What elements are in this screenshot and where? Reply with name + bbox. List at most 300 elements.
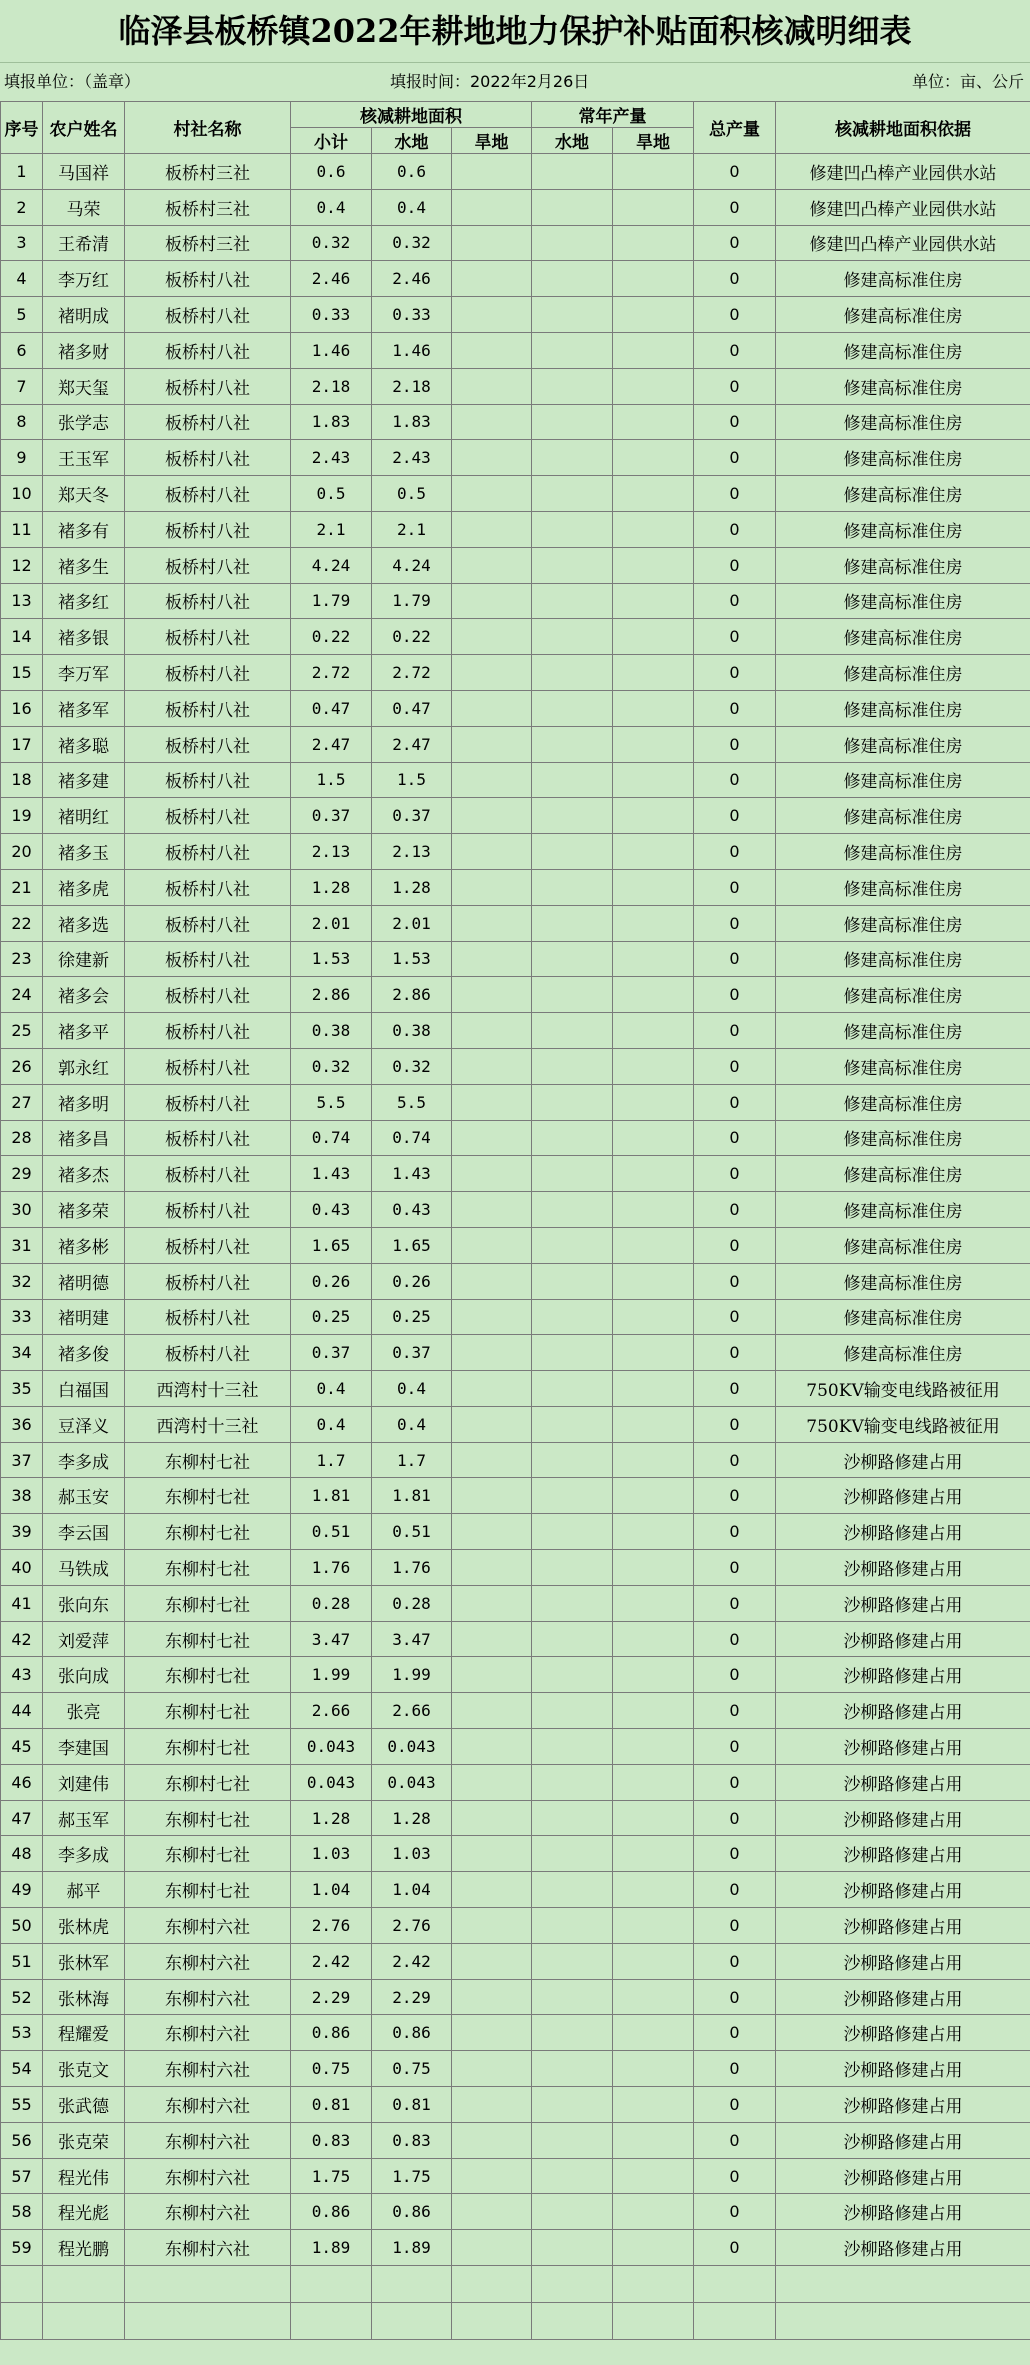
row-basis-cell[interactable]: 修建高标准住房	[776, 690, 1030, 726]
row-output-dry-cell[interactable]	[613, 869, 694, 905]
row-subtotal-cell[interactable]: 2.43	[291, 440, 372, 476]
row-irrigated-cell[interactable]: 0.22	[372, 619, 452, 655]
row-irrigated-cell[interactable]: 1.65	[372, 1227, 452, 1263]
row-total-output-cell[interactable]: 0	[694, 619, 776, 655]
row-farmer-name-cell[interactable]: 褚多军	[43, 690, 125, 726]
row-total-output-cell[interactable]: 0	[694, 1585, 776, 1621]
row-output-dry-cell[interactable]	[613, 1013, 694, 1049]
row-irrigated-cell[interactable]: 0.32	[372, 225, 452, 261]
row-irrigated-cell[interactable]: 0.33	[372, 297, 452, 333]
row-dry-cell[interactable]	[452, 1084, 532, 1120]
row-output-dry-cell[interactable]	[613, 440, 694, 476]
row-output-dry-cell[interactable]	[613, 1048, 694, 1084]
row-total-output-cell[interactable]: 0	[694, 1621, 776, 1657]
row-farmer-name-cell[interactable]: 郝玉军	[43, 1800, 125, 1836]
row-subtotal-cell[interactable]: 0.4	[291, 1406, 372, 1442]
row-subtotal-cell[interactable]: 0.6	[291, 154, 372, 190]
row-seq-cell[interactable]: 50	[1, 1908, 43, 1944]
row-dry-cell[interactable]	[452, 2158, 532, 2194]
row-basis-cell[interactable]: 修建高标准住房	[776, 834, 1030, 870]
row-output-irrigated-cell[interactable]	[532, 1693, 613, 1729]
row-total-output-cell[interactable]: 0	[694, 690, 776, 726]
row-irrigated-cell[interactable]: 0.5	[372, 476, 452, 512]
row-output-irrigated-cell[interactable]	[532, 1550, 613, 1586]
row-total-output-cell[interactable]: 0	[694, 1442, 776, 1478]
empty-cell[interactable]	[532, 2303, 613, 2340]
row-dry-cell[interactable]	[452, 1872, 532, 1908]
row-total-output-cell[interactable]: 0	[694, 2230, 776, 2266]
row-subtotal-cell[interactable]: 1.5	[291, 762, 372, 798]
row-irrigated-cell[interactable]: 1.79	[372, 583, 452, 619]
row-irrigated-cell[interactable]: 0.043	[372, 1729, 452, 1765]
row-seq-cell[interactable]: 30	[1, 1192, 43, 1228]
row-village-cell[interactable]: 板桥村三社	[125, 189, 291, 225]
row-dry-cell[interactable]	[452, 2194, 532, 2230]
row-output-dry-cell[interactable]	[613, 1621, 694, 1657]
empty-cell[interactable]	[776, 2303, 1030, 2340]
row-village-cell[interactable]: 板桥村八社	[125, 690, 291, 726]
row-village-cell[interactable]: 板桥村八社	[125, 1192, 291, 1228]
row-irrigated-cell[interactable]: 2.18	[372, 368, 452, 404]
row-output-irrigated-cell[interactable]	[532, 1764, 613, 1800]
row-total-output-cell[interactable]: 0	[694, 941, 776, 977]
row-irrigated-cell[interactable]: 2.01	[372, 905, 452, 941]
row-output-dry-cell[interactable]	[613, 1299, 694, 1335]
row-total-output-cell[interactable]: 0	[694, 154, 776, 190]
row-subtotal-cell[interactable]: 0.4	[291, 189, 372, 225]
row-dry-cell[interactable]	[452, 1585, 532, 1621]
row-output-dry-cell[interactable]	[613, 726, 694, 762]
row-subtotal-cell[interactable]: 0.86	[291, 2015, 372, 2051]
row-total-output-cell[interactable]: 0	[694, 798, 776, 834]
row-village-cell[interactable]: 西湾村十三社	[125, 1406, 291, 1442]
row-output-irrigated-cell[interactable]	[532, 583, 613, 619]
row-subtotal-cell[interactable]: 2.42	[291, 1943, 372, 1979]
row-farmer-name-cell[interactable]: 王希清	[43, 225, 125, 261]
row-subtotal-cell[interactable]: 0.75	[291, 2051, 372, 2087]
row-dry-cell[interactable]	[452, 189, 532, 225]
row-basis-cell[interactable]: 沙柳路修建占用	[776, 2122, 1030, 2158]
row-basis-cell[interactable]: 沙柳路修建占用	[776, 1872, 1030, 1908]
row-output-irrigated-cell[interactable]	[532, 1120, 613, 1156]
row-seq-cell[interactable]: 6	[1, 332, 43, 368]
row-output-irrigated-cell[interactable]	[532, 690, 613, 726]
row-seq-cell[interactable]: 56	[1, 2122, 43, 2158]
row-subtotal-cell[interactable]: 0.32	[291, 1048, 372, 1084]
row-dry-cell[interactable]	[452, 476, 532, 512]
row-village-cell[interactable]: 板桥村八社	[125, 762, 291, 798]
row-seq-cell[interactable]: 29	[1, 1156, 43, 1192]
row-output-irrigated-cell[interactable]	[532, 368, 613, 404]
row-irrigated-cell[interactable]: 5.5	[372, 1084, 452, 1120]
row-subtotal-cell[interactable]: 1.81	[291, 1478, 372, 1514]
row-output-irrigated-cell[interactable]	[532, 834, 613, 870]
row-village-cell[interactable]: 板桥村八社	[125, 440, 291, 476]
row-output-dry-cell[interactable]	[613, 941, 694, 977]
row-output-dry-cell[interactable]	[613, 1406, 694, 1442]
row-farmer-name-cell[interactable]: 李建国	[43, 1729, 125, 1765]
row-subtotal-cell[interactable]: 0.43	[291, 1192, 372, 1228]
row-dry-cell[interactable]	[452, 726, 532, 762]
row-seq-cell[interactable]: 39	[1, 1514, 43, 1550]
row-seq-cell[interactable]: 10	[1, 476, 43, 512]
empty-cell[interactable]	[1, 2266, 43, 2303]
row-seq-cell[interactable]: 43	[1, 1657, 43, 1693]
row-output-dry-cell[interactable]	[613, 154, 694, 190]
row-output-dry-cell[interactable]	[613, 798, 694, 834]
row-subtotal-cell[interactable]: 0.22	[291, 619, 372, 655]
row-irrigated-cell[interactable]: 0.043	[372, 1764, 452, 1800]
row-dry-cell[interactable]	[452, 1013, 532, 1049]
row-basis-cell[interactable]: 修建高标准住房	[776, 368, 1030, 404]
row-total-output-cell[interactable]: 0	[694, 869, 776, 905]
row-subtotal-cell[interactable]: 0.38	[291, 1013, 372, 1049]
row-village-cell[interactable]: 东柳村六社	[125, 2230, 291, 2266]
row-basis-cell[interactable]: 沙柳路修建占用	[776, 1478, 1030, 1514]
row-seq-cell[interactable]: 25	[1, 1013, 43, 1049]
row-irrigated-cell[interactable]: 3.47	[372, 1621, 452, 1657]
row-output-dry-cell[interactable]	[613, 2194, 694, 2230]
row-irrigated-cell[interactable]: 1.53	[372, 941, 452, 977]
row-subtotal-cell[interactable]: 2.1	[291, 511, 372, 547]
row-farmer-name-cell[interactable]: 褚多明	[43, 1084, 125, 1120]
row-total-output-cell[interactable]: 0	[694, 1550, 776, 1586]
row-irrigated-cell[interactable]: 2.86	[372, 977, 452, 1013]
row-farmer-name-cell[interactable]: 张林军	[43, 1943, 125, 1979]
row-dry-cell[interactable]	[452, 2230, 532, 2266]
row-total-output-cell[interactable]: 0	[694, 1693, 776, 1729]
row-basis-cell[interactable]: 沙柳路修建占用	[776, 2194, 1030, 2230]
row-village-cell[interactable]: 板桥村八社	[125, 1048, 291, 1084]
row-output-dry-cell[interactable]	[613, 2230, 694, 2266]
row-basis-cell[interactable]: 修建高标准住房	[776, 476, 1030, 512]
row-irrigated-cell[interactable]: 1.28	[372, 1800, 452, 1836]
row-seq-cell[interactable]: 46	[1, 1764, 43, 1800]
row-village-cell[interactable]: 板桥村八社	[125, 583, 291, 619]
row-village-cell[interactable]: 东柳村七社	[125, 1657, 291, 1693]
row-village-cell[interactable]: 板桥村八社	[125, 977, 291, 1013]
row-irrigated-cell[interactable]: 0.4	[372, 1371, 452, 1407]
row-farmer-name-cell[interactable]: 张武德	[43, 2087, 125, 2123]
row-subtotal-cell[interactable]: 2.29	[291, 1979, 372, 2015]
row-seq-cell[interactable]: 15	[1, 655, 43, 691]
row-output-dry-cell[interactable]	[613, 1550, 694, 1586]
row-farmer-name-cell[interactable]: 刘建伟	[43, 1764, 125, 1800]
row-basis-cell[interactable]: 修建高标准住房	[776, 1263, 1030, 1299]
row-basis-cell[interactable]: 修建高标准住房	[776, 798, 1030, 834]
row-subtotal-cell[interactable]: 1.28	[291, 869, 372, 905]
row-output-dry-cell[interactable]	[613, 1227, 694, 1263]
row-output-dry-cell[interactable]	[613, 2015, 694, 2051]
row-output-irrigated-cell[interactable]	[532, 655, 613, 691]
row-basis-cell[interactable]: 修建高标准住房	[776, 1227, 1030, 1263]
row-village-cell[interactable]: 东柳村七社	[125, 1764, 291, 1800]
row-irrigated-cell[interactable]: 1.83	[372, 404, 452, 440]
row-farmer-name-cell[interactable]: 褚多银	[43, 619, 125, 655]
row-output-dry-cell[interactable]	[613, 977, 694, 1013]
row-basis-cell[interactable]: 沙柳路修建占用	[776, 1800, 1030, 1836]
row-basis-cell[interactable]: 修建高标准住房	[776, 905, 1030, 941]
row-subtotal-cell[interactable]: 5.5	[291, 1084, 372, 1120]
row-subtotal-cell[interactable]: 2.46	[291, 261, 372, 297]
row-output-irrigated-cell[interactable]	[532, 2015, 613, 2051]
row-output-irrigated-cell[interactable]	[532, 1514, 613, 1550]
row-farmer-name-cell[interactable]: 褚多荣	[43, 1192, 125, 1228]
row-village-cell[interactable]: 东柳村六社	[125, 2194, 291, 2230]
row-subtotal-cell[interactable]: 0.5	[291, 476, 372, 512]
row-seq-cell[interactable]: 42	[1, 1621, 43, 1657]
row-output-irrigated-cell[interactable]	[532, 1406, 613, 1442]
row-basis-cell[interactable]: 沙柳路修建占用	[776, 1908, 1030, 1944]
row-subtotal-cell[interactable]: 0.47	[291, 690, 372, 726]
row-dry-cell[interactable]	[452, 2087, 532, 2123]
row-farmer-name-cell[interactable]: 张林虎	[43, 1908, 125, 1944]
row-basis-cell[interactable]: 750KV输变电线路被征用	[776, 1406, 1030, 1442]
row-village-cell[interactable]: 板桥村三社	[125, 154, 291, 190]
row-dry-cell[interactable]	[452, 1371, 532, 1407]
row-dry-cell[interactable]	[452, 834, 532, 870]
row-total-output-cell[interactable]: 0	[694, 2194, 776, 2230]
row-output-irrigated-cell[interactable]	[532, 1156, 613, 1192]
row-farmer-name-cell[interactable]: 褚多会	[43, 977, 125, 1013]
row-output-dry-cell[interactable]	[613, 1514, 694, 1550]
row-village-cell[interactable]: 板桥村八社	[125, 726, 291, 762]
empty-cell[interactable]	[613, 2266, 694, 2303]
row-village-cell[interactable]: 板桥村八社	[125, 619, 291, 655]
row-village-cell[interactable]: 板桥村八社	[125, 1299, 291, 1335]
row-seq-cell[interactable]: 37	[1, 1442, 43, 1478]
row-seq-cell[interactable]: 41	[1, 1585, 43, 1621]
row-total-output-cell[interactable]: 0	[694, 977, 776, 1013]
row-basis-cell[interactable]: 修建高标准住房	[776, 619, 1030, 655]
row-basis-cell[interactable]: 沙柳路修建占用	[776, 2051, 1030, 2087]
row-output-irrigated-cell[interactable]	[532, 977, 613, 1013]
row-output-dry-cell[interactable]	[613, 1335, 694, 1371]
row-farmer-name-cell[interactable]: 王玉军	[43, 440, 125, 476]
row-total-output-cell[interactable]: 0	[694, 1335, 776, 1371]
row-subtotal-cell[interactable]: 2.86	[291, 977, 372, 1013]
row-basis-cell[interactable]: 修建高标准住房	[776, 977, 1030, 1013]
row-output-irrigated-cell[interactable]	[532, 1048, 613, 1084]
row-irrigated-cell[interactable]: 0.28	[372, 1585, 452, 1621]
row-farmer-name-cell[interactable]: 褚多玉	[43, 834, 125, 870]
row-total-output-cell[interactable]: 0	[694, 1371, 776, 1407]
row-seq-cell[interactable]: 40	[1, 1550, 43, 1586]
row-farmer-name-cell[interactable]: 马铁成	[43, 1550, 125, 1586]
row-dry-cell[interactable]	[452, 798, 532, 834]
row-village-cell[interactable]: 东柳村六社	[125, 2122, 291, 2158]
row-output-dry-cell[interactable]	[613, 1657, 694, 1693]
row-basis-cell[interactable]: 修建高标准住房	[776, 762, 1030, 798]
row-irrigated-cell[interactable]: 0.4	[372, 189, 452, 225]
row-dry-cell[interactable]	[452, 869, 532, 905]
row-total-output-cell[interactable]: 0	[694, 511, 776, 547]
row-village-cell[interactable]: 板桥村八社	[125, 547, 291, 583]
row-village-cell[interactable]: 东柳村六社	[125, 2015, 291, 2051]
row-subtotal-cell[interactable]: 1.46	[291, 332, 372, 368]
row-output-dry-cell[interactable]	[613, 1693, 694, 1729]
row-dry-cell[interactable]	[452, 368, 532, 404]
row-basis-cell[interactable]: 修建高标准住房	[776, 1335, 1030, 1371]
row-seq-cell[interactable]: 51	[1, 1943, 43, 1979]
row-dry-cell[interactable]	[452, 1156, 532, 1192]
row-output-irrigated-cell[interactable]	[532, 1371, 613, 1407]
row-farmer-name-cell[interactable]: 刘爱萍	[43, 1621, 125, 1657]
row-output-irrigated-cell[interactable]	[532, 2194, 613, 2230]
row-total-output-cell[interactable]: 0	[694, 297, 776, 333]
row-output-dry-cell[interactable]	[613, 1764, 694, 1800]
row-output-irrigated-cell[interactable]	[532, 905, 613, 941]
row-farmer-name-cell[interactable]: 豆泽义	[43, 1406, 125, 1442]
row-output-dry-cell[interactable]	[613, 1478, 694, 1514]
row-farmer-name-cell[interactable]: 褚多杰	[43, 1156, 125, 1192]
row-irrigated-cell[interactable]: 1.75	[372, 2158, 452, 2194]
row-subtotal-cell[interactable]: 0.32	[291, 225, 372, 261]
row-total-output-cell[interactable]: 0	[694, 1192, 776, 1228]
row-basis-cell[interactable]: 沙柳路修建占用	[776, 1442, 1030, 1478]
row-village-cell[interactable]: 板桥村八社	[125, 1156, 291, 1192]
row-seq-cell[interactable]: 19	[1, 798, 43, 834]
row-farmer-name-cell[interactable]: 张亮	[43, 1693, 125, 1729]
row-irrigated-cell[interactable]: 1.99	[372, 1657, 452, 1693]
row-farmer-name-cell[interactable]: 褚多有	[43, 511, 125, 547]
row-total-output-cell[interactable]: 0	[694, 440, 776, 476]
row-village-cell[interactable]: 东柳村六社	[125, 1979, 291, 2015]
row-seq-cell[interactable]: 54	[1, 2051, 43, 2087]
row-subtotal-cell[interactable]: 1.65	[291, 1227, 372, 1263]
row-dry-cell[interactable]	[452, 1979, 532, 2015]
row-basis-cell[interactable]: 沙柳路修建占用	[776, 2015, 1030, 2051]
row-output-dry-cell[interactable]	[613, 1371, 694, 1407]
row-farmer-name-cell[interactable]: 张克文	[43, 2051, 125, 2087]
row-subtotal-cell[interactable]: 0.81	[291, 2087, 372, 2123]
row-output-dry-cell[interactable]	[613, 368, 694, 404]
row-output-dry-cell[interactable]	[613, 1156, 694, 1192]
row-farmer-name-cell[interactable]: 褚多选	[43, 905, 125, 941]
row-seq-cell[interactable]: 58	[1, 2194, 43, 2230]
row-basis-cell[interactable]: 沙柳路修建占用	[776, 2158, 1030, 2194]
row-basis-cell[interactable]: 修建高标准住房	[776, 261, 1030, 297]
row-farmer-name-cell[interactable]: 李多成	[43, 1836, 125, 1872]
row-village-cell[interactable]: 东柳村七社	[125, 1836, 291, 1872]
row-seq-cell[interactable]: 3	[1, 225, 43, 261]
row-dry-cell[interactable]	[452, 1550, 532, 1586]
row-farmer-name-cell[interactable]: 郝玉安	[43, 1478, 125, 1514]
row-dry-cell[interactable]	[452, 261, 532, 297]
row-output-dry-cell[interactable]	[613, 1263, 694, 1299]
row-dry-cell[interactable]	[452, 619, 532, 655]
row-seq-cell[interactable]: 59	[1, 2230, 43, 2266]
row-irrigated-cell[interactable]: 2.43	[372, 440, 452, 476]
row-total-output-cell[interactable]: 0	[694, 834, 776, 870]
row-basis-cell[interactable]: 沙柳路修建占用	[776, 1979, 1030, 2015]
row-seq-cell[interactable]: 26	[1, 1048, 43, 1084]
empty-cell[interactable]	[532, 2266, 613, 2303]
row-seq-cell[interactable]: 49	[1, 1872, 43, 1908]
row-basis-cell[interactable]: 修建高标准住房	[776, 583, 1030, 619]
row-farmer-name-cell[interactable]: 张克荣	[43, 2122, 125, 2158]
row-dry-cell[interactable]	[452, 1442, 532, 1478]
row-irrigated-cell[interactable]: 1.03	[372, 1836, 452, 1872]
row-output-irrigated-cell[interactable]	[532, 440, 613, 476]
row-output-irrigated-cell[interactable]	[532, 547, 613, 583]
row-seq-cell[interactable]: 55	[1, 2087, 43, 2123]
row-output-irrigated-cell[interactable]	[532, 511, 613, 547]
row-farmer-name-cell[interactable]: 张学志	[43, 404, 125, 440]
row-subtotal-cell[interactable]: 3.47	[291, 1621, 372, 1657]
row-seq-cell[interactable]: 31	[1, 1227, 43, 1263]
row-output-irrigated-cell[interactable]	[532, 726, 613, 762]
row-total-output-cell[interactable]: 0	[694, 476, 776, 512]
row-dry-cell[interactable]	[452, 1693, 532, 1729]
row-seq-cell[interactable]: 1	[1, 154, 43, 190]
row-seq-cell[interactable]: 14	[1, 619, 43, 655]
row-total-output-cell[interactable]: 0	[694, 261, 776, 297]
row-dry-cell[interactable]	[452, 511, 532, 547]
row-dry-cell[interactable]	[452, 1514, 532, 1550]
row-output-irrigated-cell[interactable]	[532, 189, 613, 225]
row-basis-cell[interactable]: 修建高标准住房	[776, 440, 1030, 476]
row-basis-cell[interactable]: 修建高标准住房	[776, 1084, 1030, 1120]
row-irrigated-cell[interactable]: 0.83	[372, 2122, 452, 2158]
row-village-cell[interactable]: 东柳村七社	[125, 1621, 291, 1657]
row-basis-cell[interactable]: 修建高标准住房	[776, 547, 1030, 583]
row-village-cell[interactable]: 板桥村八社	[125, 1013, 291, 1049]
row-total-output-cell[interactable]: 0	[694, 1048, 776, 1084]
row-basis-cell[interactable]: 沙柳路修建占用	[776, 1514, 1030, 1550]
row-output-dry-cell[interactable]	[613, 690, 694, 726]
row-basis-cell[interactable]: 修建高标准住房	[776, 511, 1030, 547]
row-total-output-cell[interactable]: 0	[694, 2158, 776, 2194]
row-seq-cell[interactable]: 20	[1, 834, 43, 870]
row-total-output-cell[interactable]: 0	[694, 225, 776, 261]
row-irrigated-cell[interactable]: 0.38	[372, 1013, 452, 1049]
row-subtotal-cell[interactable]: 1.79	[291, 583, 372, 619]
row-farmer-name-cell[interactable]: 褚多昌	[43, 1120, 125, 1156]
row-basis-cell[interactable]: 750KV输变电线路被征用	[776, 1371, 1030, 1407]
row-total-output-cell[interactable]: 0	[694, 655, 776, 691]
row-dry-cell[interactable]	[452, 154, 532, 190]
row-farmer-name-cell[interactable]: 张林海	[43, 1979, 125, 2015]
row-village-cell[interactable]: 东柳村七社	[125, 1585, 291, 1621]
empty-cell[interactable]	[613, 2303, 694, 2340]
row-farmer-name-cell[interactable]: 褚明建	[43, 1299, 125, 1335]
row-irrigated-cell[interactable]: 2.29	[372, 1979, 452, 2015]
row-basis-cell[interactable]: 修建高标准住房	[776, 1120, 1030, 1156]
row-basis-cell[interactable]: 修建高标准住房	[776, 1048, 1030, 1084]
row-village-cell[interactable]: 东柳村七社	[125, 1442, 291, 1478]
row-output-irrigated-cell[interactable]	[532, 1621, 613, 1657]
row-output-dry-cell[interactable]	[613, 655, 694, 691]
row-basis-cell[interactable]: 修建高标准住房	[776, 726, 1030, 762]
row-output-irrigated-cell[interactable]	[532, 1872, 613, 1908]
row-subtotal-cell[interactable]: 2.18	[291, 368, 372, 404]
row-total-output-cell[interactable]: 0	[694, 1908, 776, 1944]
row-irrigated-cell[interactable]: 1.46	[372, 332, 452, 368]
row-village-cell[interactable]: 板桥村八社	[125, 1227, 291, 1263]
row-dry-cell[interactable]	[452, 297, 532, 333]
row-irrigated-cell[interactable]: 2.76	[372, 1908, 452, 1944]
row-output-irrigated-cell[interactable]	[532, 1084, 613, 1120]
row-basis-cell[interactable]: 沙柳路修建占用	[776, 1550, 1030, 1586]
row-farmer-name-cell[interactable]: 褚多聪	[43, 726, 125, 762]
row-subtotal-cell[interactable]: 1.83	[291, 404, 372, 440]
row-irrigated-cell[interactable]: 1.43	[372, 1156, 452, 1192]
row-subtotal-cell[interactable]: 0.74	[291, 1120, 372, 1156]
row-irrigated-cell[interactable]: 0.37	[372, 1335, 452, 1371]
empty-cell[interactable]	[125, 2266, 291, 2303]
row-seq-cell[interactable]: 47	[1, 1800, 43, 1836]
